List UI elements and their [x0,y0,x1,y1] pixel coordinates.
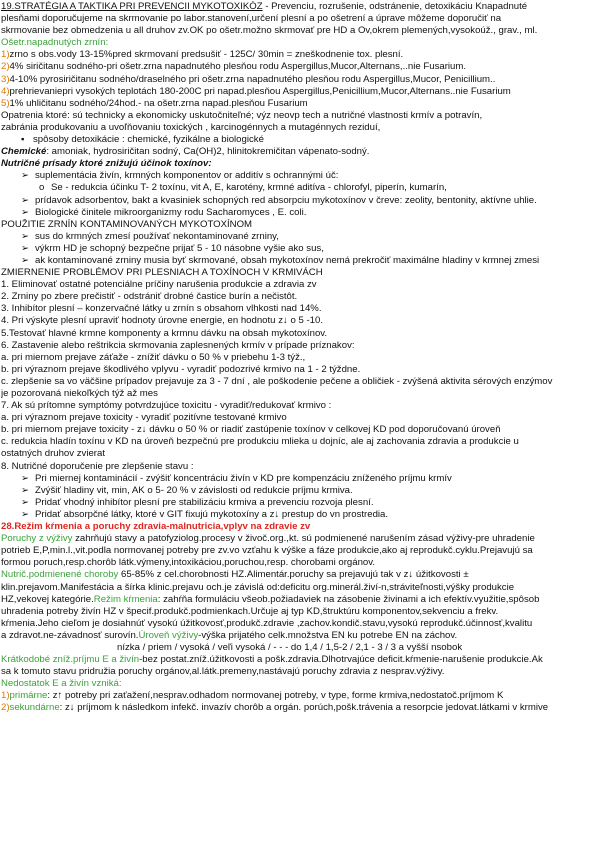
detox-bullet [1,134,609,146]
secondary-text: : z↓ príjmom k následkom infekč. invazív chorôb a orgán. porúch,pošk.trávenia a resorpcie jedovat.látkami v krmive [59,702,549,714]
use-item [1,243,609,255]
use-heading: POUŽITIE ZRNÍN KONTAMINOVANÝCH MYKOTOXÍNOM [1,218,253,230]
item-number: 3) [1,73,10,85]
paragraph-line: uhradenia potreby živín HZ v špecif.produkč.podmienkach.Určuje aj typ KD,štruktúru komponentov,sekvenciu a frekv. [1,605,499,617]
item-number: 1) [1,49,10,61]
primary-text: : z↑ potreby pri zaťažení,nesprav.odhadom normovanej potreby, v type, forme krmiva,nedostatoč.príjmom K [47,690,504,702]
arrow-bullet-icon: ➢ [21,206,30,218]
nutrition-item [1,170,609,182]
mitigation-line: 8. Nutričné doporučenie pre zlepšenie stavu : [1,460,194,472]
poruchy-line [1,533,609,545]
heading-19-rest: - Prevenciu, rozrušenie, odstránenie, detoxikáciu Knapadnuté [262,1,528,12]
poruchy-label: Poruchy z výživy [1,533,73,545]
recommendation-item [1,485,609,497]
poruchy-text: zahrňujú stavy a patofyziolog.procesy v živoč.org.,kt. sú podmienené narušením zásad výživy-pre uhradenie [72,533,535,545]
item-text: Zvýšiť hladiny vit, min, AK o 5- 20 % v závislosti od redukcie príjmu krmiva. [35,484,353,496]
arrow-bullet-icon: ➢ [21,508,30,520]
short-term-line [1,654,609,666]
primary-label: primárne [9,690,48,702]
levels-line: nízka / priem / vysoká / veľi vysoká / - - - do 1,4 / 1,5-2 / 2,1 - 3 / 3 a vyšší nsobok [117,641,463,653]
item-text: zrno s obs.vody 13-15%pred skrmovaní predsušiť - 125C/ 30min = zneškodnenie tox. plesní. [9,49,404,61]
chemical-text: : amoniak, hydrosiričitan sodný, Ca(OH)2, hlinitokremičitan vápenato-sodný. [46,146,370,158]
mitigation-line: ostatných druhov zvierat [1,448,105,460]
item-text: Se - redukcia účinku T- 2 toxínu, vit A, E, karotény, krmné aditíva - chlorofyl, piperín, kumarín, [51,182,447,194]
feeding-regime-line [1,594,609,606]
paragraph-line: potrieb E,P,min.l.,vit.podla normovanej potreby pre zv.vo vzťahu k výške a fáze produkcie,ako aj reprodukč.cyklu.Prejavujú sa [1,545,533,557]
arrow-bullet-icon: ➢ [21,170,30,182]
paragraph-line: skrmovanie bez obmedzenia u all druhov zv.OK po ošetr.možno skrmovať pre HD a Ov,okrem plemených,vysokoúž., grav., ml. [1,25,538,37]
mitigation-heading: ZMIERNENIE PROBLÉMOV PRI PLESNIACH A TOXÍNOCH V KRMIVÁCH [1,267,323,279]
paragraph-line: plesňami doporučujeme na skrmovanie po labor.stanovení,určení plesní a po ošetrení a úprave môžeme doporučiť na [1,13,502,25]
mitigation-line: c. redukcia hladín toxínu v KD na úroveň bezpečnú pre produkciu mlieka u dojníc, ale aj zachovania zdravia a produkcie u [1,436,519,448]
paragraph-line: sa k tomuto stavu pridružia poruchy orgánov,al.látk.premeny,nastávajú poruchy zdravia z nesprav.výživy. [1,666,445,678]
regime-prefix: HZ,vekovej kategórie. [1,593,94,605]
heading-19-title: 19.STRATÉGIA A TAKTIKA PRI PREVENCII MYKOTOXIKÓZ [1,1,263,12]
heading-colon: : [208,158,212,170]
nutrition-diseases-line [1,569,609,581]
item-text: Pridať vhodný inhibítor plesní pre stabilizáciu krmiva a prevenciu rozvoja plesní. [35,496,374,508]
item-text: 4% siričitanu sodného-pri ošetr.zrna napadnutého plesňou rodu Aspergillus,Mucor,Alternans,..nie Fusarium. [9,61,467,73]
item-number: 1) [1,690,10,702]
item-text: výkrm HD je schopný bezpečne prijať 5 - 10 násobne vyšie ako sus, [35,242,324,254]
nutrition-diseases-label: Nutrič.podmienené choroby [1,569,119,581]
mitigation-line: 1. Eliminovať ostatné potenciálne príčiny narušenia produkcie a zdravia zv [1,279,317,291]
item-text: 1% uhličitanu sodného/24hod.- na ošetr.zrna napad.plesňou Fusarium [9,97,308,109]
circle-bullet-icon: o [39,182,45,194]
treatment-item-3 [1,74,609,86]
arrow-bullet-icon: ➢ [21,194,30,206]
item-text: Pridať absorpčné látky, ktoré v GIT fixujú mykotoxíny a z↓ prestup do vn prostredia. [35,508,389,520]
square-bullet-icon: ▪ [21,134,25,146]
recommendation-item [1,473,609,485]
arrow-bullet-icon: ➢ [21,242,30,254]
level-prefix: a zdravot.ne-závadnosť surovín. [1,629,139,641]
bullet-text: spôsoby detoxikácie : chemické, fyzikálne a biologické [33,134,264,146]
arrow-bullet-icon: ➢ [21,472,30,484]
recommendation-item [1,497,609,509]
item-number: 2) [1,702,10,714]
mitigation-line: 5.Testovať hlavné krmne komponenty a krmnu dávku na obsah mykotoxínov. [1,327,328,339]
secondary-label: sekundárne [9,702,60,714]
item-text: ak kontaminované zrniny musia byť skrmované, obsah mykotoxínov nemá prekročiť maximálne hladiny v krmnej zmesi [35,254,540,266]
short-term-text: -bez postat.zníž.úžitkovosti a pošk.zdravia.Dlhotrvajúce deficit.kŕmenie-narušenie produkcie.Ak [139,654,543,666]
nutrition-heading-text: Nutričné prísady ktoré znižujú účinok toxínov [1,158,209,170]
paragraph-line: Opatrenia ktoré: sú technicky a ekonomicky uskutočniteľné; výz neovp tech a nutričné vlastnosti krmív a potravín, [1,109,483,121]
mitigation-line: 3. Inhibítor plesní – konzervačné látky u zrnín s obsahom vlhkosti nad 14%. [1,303,322,315]
mitigation-line: b. pri výraznom prejave škodlivého vplyvu - vyradiť podozrivé krmivo na 1 - 2 týždne. [1,363,361,375]
nutrition-item [1,195,609,207]
item-text: Biologické činitele mikroorganizmy rodu Sacharomyces , E. coli. [35,206,307,218]
paragraph-line: zabránia produkovaniu a uvoľňovaniu toxických , karcinogénnych a mutagénnych reziduí, [1,121,381,133]
arrow-bullet-icon: ➢ [21,484,30,496]
treatment-item-4 [1,86,609,98]
document-page [1,1,609,715]
mitigation-line: je pozorovaná niekoľkých týž až mes [1,388,158,399]
item-text: suplementácia živín, krmných komponentov or additív s ochrannými úč: [35,170,339,182]
item-number: 4) [1,85,10,97]
paragraph-line: klin.prejavom.Manifestácia a šírka klinic.prejavu och.je závislá od:deficitu org.minerál.živí-n,stráviteľnosti,výšky produkcie [1,581,515,593]
mitigation-line: c. zlepšenie sa vo väčšine prípadov prejavuje za 3 - 7 dní , ale poškodenie pečene a obličiek - zvýšená aktivita sérových enzýmov [1,375,553,387]
item-number: 5) [1,97,10,109]
level-text: -výška prijatého celk.množstva EN ku potrebe EN na záchov. [198,629,458,641]
feeding-regime-label: Režim kŕmenia [93,593,158,605]
mitigation-line: a. pri miernom prejave záťaže - znížiť dávku o 50 % v priebehu 1-3 týž., [1,351,306,363]
item-text: sus do krmných zmesí používať nekontaminované zrniny, [35,230,279,242]
mitigation-line: 4. Pri výskyte plesní upraviť hodnoty úrovne energie, en hodnotu z↓ o 5 -10. [1,315,323,327]
secondary-line [1,702,609,714]
nutrition-level-label: Úroveň výživy [138,629,199,641]
treatment-item-5 [1,98,609,110]
section-label-osetrenie: Ošetr.napadnutých zrnín: [1,37,109,49]
regime-text: : zahŕňa formuláciu všeob.požiadaviek na zásobenie živinami a ich efektív.využitie,spôsob [157,593,540,605]
treatment-item-2 [1,61,609,73]
mitigation-line: b. pri miernom prejave toxicity - z↓ dávku o 50 % or riadiť zastúpenie toxínov v celkovej KD pod doporučovanú úroveň [1,424,501,436]
nutrition-heading [1,158,609,170]
chemical-label: Chemické [1,146,47,158]
mitigation-line: 2. Zrniny po zbere prečistiť - odstrániť drobné častice burín a nečistôt. [1,291,298,303]
item-text: 4-10% pyrosiričitanu sodného/draselného pri ošetr.zrna napadnutého plesňou rodu Aspergillus,Mucor, Penicillium.. [9,73,496,85]
heading-19 [1,1,609,13]
arrow-bullet-icon: ➢ [21,230,30,242]
item-text: prehrievaniepri vysokých teplotách 180-200C pri napad.plesňou Aspergillus,Penicillium,Mucor,Alternans..nie Fusarium [9,85,511,97]
primary-line [1,690,609,702]
nutrition-item [1,207,609,219]
use-item [1,231,609,243]
recommendation-item [1,509,609,521]
short-term-label: Krátkodobé zníž.príjmu E a živín [1,654,140,666]
chemical-line [1,146,609,158]
paragraph-line: formou poruch,resp.chorôb látk.výmeny,intoxikáciou,poruchou,resp. chorobami orgánov. [1,557,375,569]
treatment-item-1 [1,49,609,61]
item-text: Pri miernej kontaminácií - zvýšiť koncentráciu živín v KD pre kompenzáciu zníženého príjmu krmív [35,472,452,484]
arrow-bullet-icon: ➢ [21,254,30,266]
arrow-bullet-icon: ➢ [21,496,30,508]
mitigation-line: 6. Zastavenie alebo reštrikcia skrmovania zaplesnených krmív v prípade príznakov: [1,339,355,351]
nutrition-subitem [1,182,609,194]
nutrition-level-line [1,630,609,642]
paragraph-line: kŕmenia.Jeho cieľom je dosiahnúť vysokú úžitkovosť,produkč.zdravie ,zachov.kondič.stavu,vysokú reprodukč.účinnosť,kvalitu [1,617,533,629]
deficit-label: Nedostatok E a živín vzniká: [1,678,122,690]
nutrition-diseases-text: 65-85% z cel.chorobnosti HZ.Alimentár.poruchy sa prejavujú tak v z↓ úžitkovosti ± [118,569,469,581]
use-item [1,255,609,267]
item-text: prídavok adsorbentov, bakt a kvasiniek schopných red absorpciu mykotoxínov v čreve: zeolity, bentonity, aktívne uhlie. [35,194,537,206]
heading-28: 28.Režim kŕmenia a poruchy zdravia-malnutricia,vplyv na zdravie zv [1,521,311,533]
mitigation-line: 7. Ak sú prítomne symptómy potvrdzujúce toxicitu - vyradiť/redukovať krmivo : [1,400,332,412]
mitigation-line: a. pri výraznom prejave toxicity - vyradiť pozitívne testované krmivo [1,412,287,424]
item-number: 2) [1,61,10,73]
